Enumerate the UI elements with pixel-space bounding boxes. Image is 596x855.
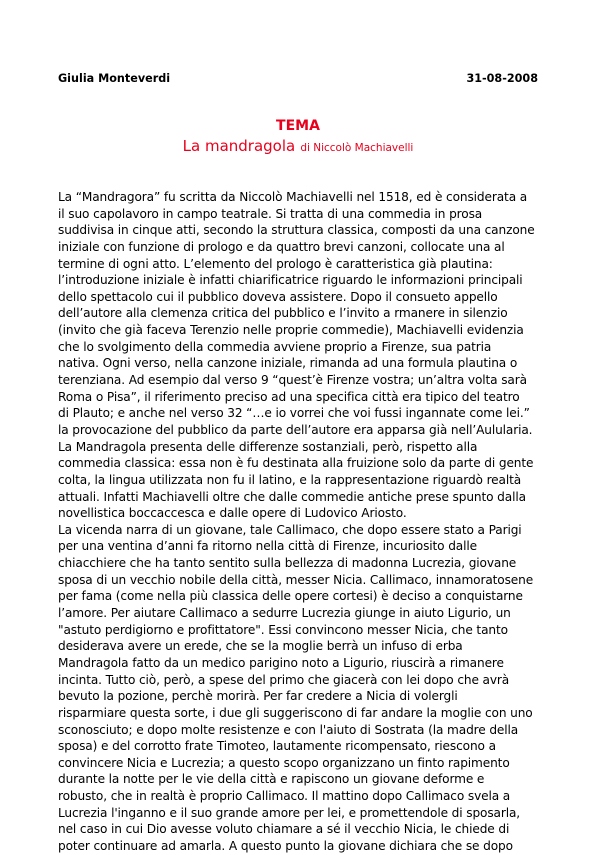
body-line: sposa) e del corrotto frate Timoteo, lautamente ricompensato, riescono a [58,739,496,754]
subtitle-author: di Niccolò Machiavelli [300,142,414,154]
document-subtitle [0,136,596,155]
body-line: termine di ogni atto. L’elemento del prologo è caratteristica già plautina: [58,256,493,271]
body-line: terenziana. Ad esempio dal verso 9 “quest’è Firenze vostra; un’altra volta sarà [58,373,527,388]
body-line: convincere Nicia e Lucrezia; a questo scopo organizzano un finto rapimento [58,755,510,770]
body-line: bevuto la pozione, perchè morirà. Per far credere a Nicia di volergli [58,689,458,704]
body-line: incinta. Tutto ciò, però, a spese del primo che giacerà con lei dopo che avrà [58,672,510,687]
body-line: sconosciuto; e dopo molte resistenze e con l'aiuto di Sostrata (la madre della [58,722,519,737]
body-line: robusto, che in realtà è proprio Callimaco. Il mattino dopo Callimaco svela a [58,789,511,804]
body-line: la provocazione del pubblico da parte dell’autore era apparsa già nell’Aulularia. [58,422,533,437]
body-line: suddivisa in cinque atti, secondo la struttura classica, composti da una canzone [58,223,535,238]
body-line: durante la notte per le vie della città e rapiscono un giovane deforme e [58,772,485,787]
body-line: risparmiare questa sorte, i due gli suggeriscono di far andare la moglie con uno [58,705,533,720]
body-line: che lo svolgimento della commedia avviene proprio a Firenze, sua patria [58,339,492,354]
body-line: sposa di un vecchio nobile della città, messer Nicia. Callimaco, innamoratosene [58,572,534,587]
body-line: di Plauto; e anche nel verso 32 “…e io vorrei che voi fussi ingannate come lei.” [58,406,530,421]
body-line: iniziale con funzione di prologo e da quattro brevi canzoni, collocate una al [58,239,505,254]
body-line: Mandragola fatto da un medico parigino noto a Ligurio, riuscirà a rimanere [58,655,504,670]
body-line: poter continuare ad amarla. A questo punto la giovane dichiara che se dopo [58,838,513,853]
body-line: l’introduzione iniziale è infatti chiarificatrice riguardo le informazioni principali [58,273,523,288]
body-line: La Mandragola presenta delle differenze sostanziali, però, rispetto alla [58,439,478,454]
author-name: Giulia Monteverdi [58,72,171,85]
subtitle-main: La mandragola [182,137,296,155]
body-line: colta, la lingua utilizzata non fu il latino, e la rappresentazione riguardò realtà [58,472,522,487]
body-line: Roma o Pisa”, il riferimento preciso ad una specifica città era tipico del teatro [58,389,520,404]
body-line: (invito che già faceva Terenzio nelle proprie commedie), Machiavelli evidenzia [58,323,524,338]
body-line: il suo capolavoro in campo teatrale. Si tratta di una commedia in prosa [58,206,483,221]
body-line: "astuto perdigiorno e profittatore". Essi convincono messer Nicia, che tanto [58,622,508,637]
body-line: l’amore. Per aiutare Callimaco a sedurre Lucrezia giunge in aiuto Ligurio, un [58,606,511,621]
body-line: desiderava avere un erede, che se la moglie berrà un infuso di erba [58,639,463,654]
body-line: La “Mandragora” fu scritta da Niccolò Machiavelli nel 1518, ed è considerata a [58,190,528,204]
document-title: TEMA [276,118,320,134]
body-line: nativa. Ogni verso, nella canzone iniziale, rimanda ad una formula plautina o [58,356,518,371]
body-line: nel caso in cui Dio avesse voluto chiamare a sé il vecchio Nicia, le chiede di [58,822,510,837]
document-date: 31-08-2008 [466,72,538,85]
body-line: Lucrezia l'inganno e il suo grande amore per lei, e promettendole di sposarla, [58,805,521,820]
body-text [58,189,544,855]
body-line: per una ventina d’anni fa ritorno nella città di Firenze, incuriosito dalle [58,539,477,554]
body-line: La vicenda narra di un giovane, tale Callimaco, che dopo essere stato a Parigi [58,522,522,537]
body-line: novellistica boccaccesca e dalle opere di Ludovico Ariosto. [58,506,407,521]
body-line: per fama (come nella più classica delle opere cortesi) è deciso a conquistarne [58,589,523,604]
body-line: dello spettacolo cui il pubblico doveva assistere. Dopo il consueto appello [58,289,498,304]
body-line: commedia classica: essa non è fu destinata alla fruizione solo da parte di gente [58,456,534,471]
body-line: chiacchiere che ha tanto sentito sulla bellezza di madonna Lucrezia, giovane [58,556,517,571]
body-line: attuali. Infatti Machiavelli oltre che dalle commedie antiche prese spunto dalla [58,489,526,504]
body-line: dell’autore alla clemenza critica del pubblico e l’invito a rmanere in silenzio [58,306,508,321]
